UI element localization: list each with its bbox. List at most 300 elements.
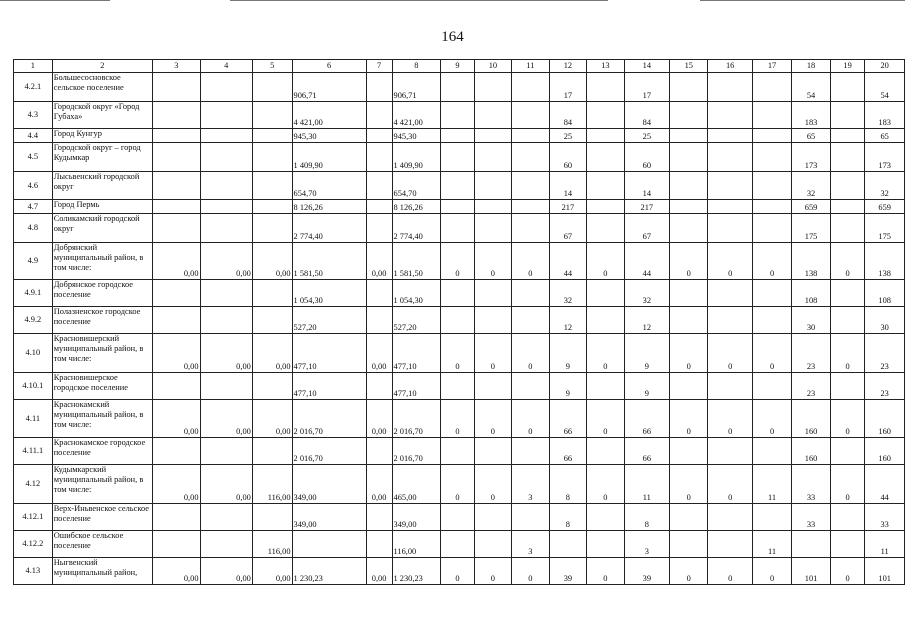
territory-name-cell: Красновишерское городское поселение [52, 373, 152, 400]
value-cell [153, 373, 200, 400]
value-cell: 0 [512, 243, 549, 280]
territory-name-cell: Краснокамское городское поселение [52, 438, 152, 465]
column-header: 16 [708, 60, 752, 73]
table-row [14, 73, 905, 102]
value-cell [752, 373, 791, 400]
value-cell: 465,00 [392, 465, 441, 504]
value-cell [587, 307, 624, 334]
value-cell: 8 [624, 504, 669, 531]
value-cell [792, 531, 831, 558]
territory-name-cell: Ныгвенский муниципальный район, [52, 558, 152, 585]
value-cell: 0 [708, 400, 752, 438]
value-cell [830, 200, 865, 214]
value-cell: 66 [624, 400, 669, 438]
value-cell: 0 [441, 465, 474, 504]
row-number-cell: 4.12 [14, 465, 53, 504]
value-cell [366, 129, 392, 143]
value-cell [366, 73, 392, 102]
value-cell [752, 73, 791, 102]
row-number-cell: 4.2.1 [14, 73, 53, 102]
value-cell [153, 73, 200, 102]
value-cell: 54 [792, 73, 831, 102]
value-cell: 32 [792, 172, 831, 200]
value-cell: 0,00 [200, 400, 252, 438]
value-cell [441, 280, 474, 307]
value-cell: 1 409,90 [392, 143, 441, 172]
value-cell [200, 214, 252, 243]
value-cell [474, 373, 511, 400]
value-cell [670, 214, 708, 243]
value-cell [252, 214, 292, 243]
value-cell: 30 [865, 307, 905, 334]
value-cell: 9 [624, 334, 669, 373]
value-cell: 25 [549, 129, 587, 143]
value-cell: 173 [865, 143, 905, 172]
value-cell [587, 129, 624, 143]
column-header: 5 [252, 60, 292, 73]
territory-name-cell: Красновишерский муниципальный район, в том числе: [52, 334, 152, 373]
value-cell: 0 [752, 334, 791, 373]
row-number-cell: 4.4 [14, 129, 53, 143]
value-cell [830, 373, 865, 400]
value-cell [252, 143, 292, 172]
value-cell: 116,00 [392, 531, 441, 558]
value-cell: 0 [587, 334, 624, 373]
territory-name-cell: Городской округ «Город Губаха» [52, 102, 152, 129]
value-cell [252, 129, 292, 143]
value-cell [474, 200, 511, 214]
value-cell: 1 230,23 [292, 558, 366, 585]
value-cell [153, 531, 200, 558]
value-cell [474, 214, 511, 243]
value-cell: 17 [624, 73, 669, 102]
value-cell: 0 [752, 558, 791, 585]
value-cell: 14 [549, 172, 587, 200]
value-cell [708, 504, 752, 531]
value-cell [670, 373, 708, 400]
value-cell [512, 143, 549, 172]
value-cell [366, 200, 392, 214]
value-cell: 101 [792, 558, 831, 585]
table-row [14, 143, 905, 172]
value-cell [587, 373, 624, 400]
value-cell [708, 214, 752, 243]
row-number-cell: 4.9.2 [14, 307, 53, 334]
value-cell: 659 [865, 200, 905, 214]
territory-name-cell: Большесосновское сельское поселение [52, 73, 152, 102]
column-header: 1 [14, 60, 53, 73]
value-cell [366, 531, 392, 558]
row-number-cell: 4.9 [14, 243, 53, 280]
value-cell [153, 504, 200, 531]
value-cell [252, 438, 292, 465]
value-cell: 11 [752, 465, 791, 504]
column-header: 11 [512, 60, 549, 73]
value-cell [292, 531, 366, 558]
column-header: 13 [587, 60, 624, 73]
row-number-cell: 4.6 [14, 172, 53, 200]
value-cell: 659 [792, 200, 831, 214]
table-row [14, 465, 905, 504]
value-cell [708, 143, 752, 172]
value-cell [670, 504, 708, 531]
territory-name-cell: Верх-Иньвенское сельское поселение [52, 504, 152, 531]
value-cell: 12 [624, 307, 669, 334]
value-cell: 0 [708, 243, 752, 280]
value-cell: 65 [792, 129, 831, 143]
value-cell: 0 [441, 400, 474, 438]
value-cell [512, 129, 549, 143]
value-cell: 0 [830, 334, 865, 373]
value-cell [441, 214, 474, 243]
value-cell: 0,00 [366, 465, 392, 504]
value-cell [474, 438, 511, 465]
value-cell: 84 [624, 102, 669, 129]
value-cell: 66 [624, 438, 669, 465]
value-cell [708, 102, 752, 129]
value-cell: 0 [441, 558, 474, 585]
value-cell: 44 [624, 243, 669, 280]
value-cell [441, 531, 474, 558]
value-cell [200, 307, 252, 334]
table-row [14, 214, 905, 243]
value-cell [366, 172, 392, 200]
value-cell: 0 [830, 243, 865, 280]
value-cell: 9 [549, 373, 587, 400]
value-cell [252, 73, 292, 102]
value-cell: 0,00 [252, 558, 292, 585]
value-cell: 0,00 [153, 243, 200, 280]
column-header: 7 [366, 60, 392, 73]
value-cell: 67 [549, 214, 587, 243]
column-header: 18 [792, 60, 831, 73]
value-cell: 2 016,70 [392, 400, 441, 438]
value-cell [200, 129, 252, 143]
value-cell [830, 280, 865, 307]
value-cell [830, 531, 865, 558]
value-cell: 101 [865, 558, 905, 585]
value-cell [153, 102, 200, 129]
value-cell: 116,00 [252, 531, 292, 558]
value-cell [441, 102, 474, 129]
value-cell: 906,71 [292, 73, 366, 102]
value-cell: 44 [549, 243, 587, 280]
value-cell [200, 373, 252, 400]
value-cell [441, 129, 474, 143]
value-cell: 2 016,70 [292, 438, 366, 465]
value-cell [474, 129, 511, 143]
territory-name-cell: Город Кунгур [52, 129, 152, 143]
value-cell: 39 [624, 558, 669, 585]
row-number-cell: 4.5 [14, 143, 53, 172]
column-header: 3 [153, 60, 200, 73]
value-cell [708, 129, 752, 143]
value-cell [830, 102, 865, 129]
value-cell [512, 504, 549, 531]
value-cell [366, 280, 392, 307]
value-cell [708, 531, 752, 558]
value-cell: 173 [792, 143, 831, 172]
value-cell: 1 230,23 [392, 558, 441, 585]
value-cell: 25 [624, 129, 669, 143]
value-cell [830, 172, 865, 200]
row-number-cell: 4.11.1 [14, 438, 53, 465]
value-cell [474, 307, 511, 334]
top-border-line [0, 0, 110, 1]
value-cell: 39 [549, 558, 587, 585]
value-cell [587, 280, 624, 307]
value-cell: 527,20 [292, 307, 366, 334]
page-number: 164 [441, 29, 464, 45]
value-cell [474, 531, 511, 558]
value-cell [512, 73, 549, 102]
column-header: 2 [52, 60, 152, 73]
value-cell [474, 504, 511, 531]
value-cell [752, 438, 791, 465]
value-cell [670, 200, 708, 214]
value-cell: 0 [752, 400, 791, 438]
value-cell [200, 280, 252, 307]
value-cell [441, 73, 474, 102]
value-cell: 0 [830, 558, 865, 585]
data-table [13, 59, 905, 585]
value-cell [366, 214, 392, 243]
value-cell: 0 [474, 400, 511, 438]
value-cell [366, 307, 392, 334]
table-row [14, 200, 905, 214]
value-cell [153, 214, 200, 243]
value-cell: 12 [549, 307, 587, 334]
value-cell: 527,20 [392, 307, 441, 334]
value-cell [752, 172, 791, 200]
row-number-cell: 4.8 [14, 214, 53, 243]
value-cell [252, 102, 292, 129]
value-cell: 0 [474, 558, 511, 585]
value-cell [587, 214, 624, 243]
value-cell [441, 143, 474, 172]
value-cell: 0,00 [200, 334, 252, 373]
value-cell [708, 172, 752, 200]
value-cell [512, 200, 549, 214]
value-cell: 8 [549, 465, 587, 504]
value-cell: 0 [512, 334, 549, 373]
value-cell [366, 143, 392, 172]
value-cell: 217 [624, 200, 669, 214]
value-cell [670, 129, 708, 143]
value-cell [252, 307, 292, 334]
row-number-cell: 4.7 [14, 200, 53, 214]
value-cell: 160 [792, 438, 831, 465]
value-cell: 477,10 [292, 373, 366, 400]
value-cell: 1 409,90 [292, 143, 366, 172]
value-cell: 84 [549, 102, 587, 129]
value-cell: 11 [752, 531, 791, 558]
value-cell [153, 172, 200, 200]
top-border-line [700, 0, 905, 1]
value-cell: 67 [624, 214, 669, 243]
value-cell: 0 [708, 465, 752, 504]
value-cell: 160 [865, 400, 905, 438]
value-cell: 108 [792, 280, 831, 307]
value-cell [830, 129, 865, 143]
value-cell: 654,70 [392, 172, 441, 200]
column-header: 17 [752, 60, 791, 73]
column-header: 14 [624, 60, 669, 73]
value-cell: 0,00 [366, 400, 392, 438]
value-cell [441, 504, 474, 531]
value-cell [587, 504, 624, 531]
value-cell [587, 102, 624, 129]
value-cell [153, 200, 200, 214]
value-cell [512, 102, 549, 129]
value-cell [200, 102, 252, 129]
value-cell [752, 214, 791, 243]
table-row [14, 307, 905, 334]
value-cell: 183 [792, 102, 831, 129]
value-cell: 9 [624, 373, 669, 400]
value-cell: 0,00 [200, 558, 252, 585]
value-cell: 138 [865, 243, 905, 280]
value-cell [830, 504, 865, 531]
value-cell [587, 438, 624, 465]
value-cell: 349,00 [292, 465, 366, 504]
column-header: 10 [474, 60, 511, 73]
value-cell: 23 [865, 334, 905, 373]
value-cell [512, 438, 549, 465]
value-cell: 0,00 [200, 243, 252, 280]
value-cell: 175 [865, 214, 905, 243]
value-cell [670, 280, 708, 307]
value-cell [252, 504, 292, 531]
top-border-line [230, 0, 608, 1]
value-cell: 23 [792, 373, 831, 400]
value-cell: 0 [512, 558, 549, 585]
value-cell: 0 [512, 400, 549, 438]
value-cell [200, 143, 252, 172]
value-cell: 11 [865, 531, 905, 558]
value-cell [670, 73, 708, 102]
value-cell [670, 102, 708, 129]
value-cell: 8 [549, 504, 587, 531]
value-cell: 0 [670, 334, 708, 373]
value-cell [512, 307, 549, 334]
territory-name-cell: Ошибское сельское поселение [52, 531, 152, 558]
value-cell: 0 [474, 334, 511, 373]
value-cell: 0 [474, 465, 511, 504]
value-cell: 33 [792, 504, 831, 531]
value-cell [441, 200, 474, 214]
value-cell [474, 143, 511, 172]
table-row [14, 400, 905, 438]
value-cell: 0 [587, 243, 624, 280]
value-cell: 11 [624, 465, 669, 504]
territory-name-cell: Город Пермь [52, 200, 152, 214]
value-cell [752, 504, 791, 531]
value-cell: 945,30 [392, 129, 441, 143]
table-row [14, 280, 905, 307]
value-cell: 32 [549, 280, 587, 307]
value-cell: 17 [549, 73, 587, 102]
value-cell: 0,00 [366, 334, 392, 373]
value-cell [752, 307, 791, 334]
value-cell [587, 172, 624, 200]
value-cell [512, 172, 549, 200]
territory-name-cell: Полазненское городское поселение [52, 307, 152, 334]
table-row [14, 243, 905, 280]
value-cell [708, 438, 752, 465]
value-cell [153, 307, 200, 334]
value-cell: 477,10 [392, 334, 441, 373]
value-cell: 4 421,00 [292, 102, 366, 129]
row-number-cell: 4.13 [14, 558, 53, 585]
value-cell: 477,10 [392, 373, 441, 400]
table-row [14, 334, 905, 373]
table-row [14, 129, 905, 143]
value-cell: 0 [670, 400, 708, 438]
value-cell: 33 [792, 465, 831, 504]
value-cell [830, 73, 865, 102]
value-cell: 0,00 [153, 334, 200, 373]
value-cell: 1 581,50 [292, 243, 366, 280]
value-cell: 30 [792, 307, 831, 334]
value-cell [474, 172, 511, 200]
value-cell: 0 [441, 243, 474, 280]
value-cell: 349,00 [392, 504, 441, 531]
territory-name-cell: Краснокамский муниципальный район, в том числе: [52, 400, 152, 438]
value-cell: 0 [587, 558, 624, 585]
value-cell [474, 102, 511, 129]
value-cell [587, 143, 624, 172]
row-number-cell: 4.9.1 [14, 280, 53, 307]
header-row [14, 60, 905, 73]
row-number-cell: 4.10 [14, 334, 53, 373]
table-row [14, 531, 905, 558]
value-cell [670, 438, 708, 465]
value-cell: 0 [474, 243, 511, 280]
value-cell [366, 373, 392, 400]
value-cell: 0,00 [252, 400, 292, 438]
value-cell: 0,00 [200, 465, 252, 504]
value-cell: 3 [512, 465, 549, 504]
value-cell: 60 [549, 143, 587, 172]
value-cell: 2 774,40 [292, 214, 366, 243]
table-row [14, 172, 905, 200]
territory-name-cell: Лысьвенский городской округ [52, 172, 152, 200]
value-cell [587, 200, 624, 214]
value-cell [153, 129, 200, 143]
value-cell [153, 143, 200, 172]
column-header: 6 [292, 60, 366, 73]
value-cell: 160 [792, 400, 831, 438]
table-row [14, 558, 905, 585]
value-cell: 23 [792, 334, 831, 373]
value-cell: 0 [830, 465, 865, 504]
value-cell: 1 581,50 [392, 243, 441, 280]
row-number-cell: 4.12.1 [14, 504, 53, 531]
value-cell: 8 126,26 [392, 200, 441, 214]
value-cell: 9 [549, 334, 587, 373]
value-cell [441, 373, 474, 400]
value-cell: 0,00 [366, 243, 392, 280]
value-cell: 23 [865, 373, 905, 400]
value-cell [366, 438, 392, 465]
territory-name-cell: Городской округ – город Кудымкар [52, 143, 152, 172]
table-row [14, 438, 905, 465]
value-cell [252, 280, 292, 307]
value-cell: 3 [624, 531, 669, 558]
value-cell [512, 280, 549, 307]
value-cell [587, 531, 624, 558]
